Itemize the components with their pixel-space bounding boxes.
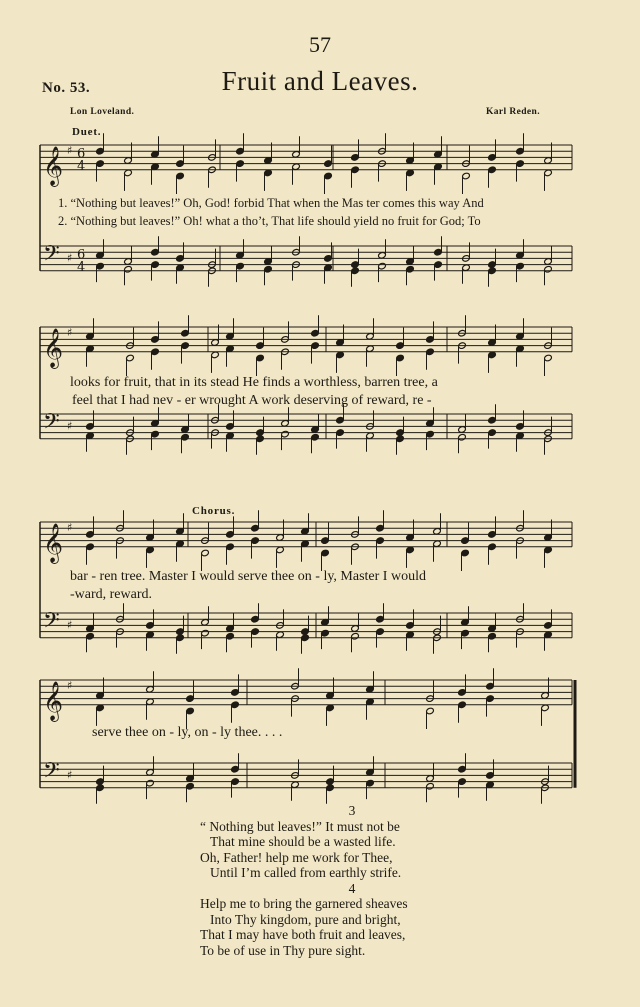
treble-clef-icon: 𝄞 bbox=[43, 522, 64, 563]
stanza-line: To be of use in Thy pure sight. bbox=[200, 942, 366, 958]
stanza-line: That mine should be a wasted life. bbox=[210, 834, 396, 849]
stanza-number: 4 bbox=[348, 880, 356, 896]
chorus-label: Chorus. bbox=[192, 505, 236, 517]
bass-clef-icon: 𝄢 bbox=[43, 409, 60, 440]
time-signature: 6 bbox=[77, 146, 86, 162]
hymn-number: No. 53. bbox=[42, 80, 91, 96]
stanza-line: Into Thy kingdom, pure and bright, bbox=[210, 911, 401, 927]
stanza-line: Oh, Father! help me work for Thee, bbox=[200, 849, 393, 865]
system2-verse1-lyrics: looks for fruit, that in its stead He finds a worthless, barren tree, a bbox=[70, 375, 438, 390]
system4-verse1-lyrics: serve thee on - ly, on - ly thee. . . . bbox=[92, 725, 283, 740]
stanza-line: Help me to bring the garnered sheaves bbox=[200, 896, 408, 911]
stanza-line: “ Nothing but leaves!” It must not be bbox=[200, 818, 400, 834]
page-number: 57 bbox=[309, 32, 331, 57]
system3-verse1-lyrics: bar - ren tree. Master I would serve thee on - ly, Master I would bbox=[70, 569, 426, 584]
duet-label: Duet. bbox=[72, 126, 102, 138]
bass-clef-icon: 𝄢 bbox=[43, 758, 60, 789]
system1-verse1-lyrics: 1. “Nothing but leaves!” Oh, God! forbid That when the Mas ter comes this way And bbox=[58, 196, 484, 210]
treble-clef-icon: 𝄞 bbox=[43, 145, 64, 186]
stanza-number: 3 bbox=[348, 803, 356, 818]
bass-clef-icon: 𝄢 bbox=[43, 241, 60, 272]
stanza-line: Until I’m called from earthly strife. bbox=[210, 865, 402, 880]
time-signature: 4 bbox=[77, 158, 86, 174]
sharp-icon: ♯ bbox=[67, 251, 73, 265]
sharp-icon: ♯ bbox=[67, 618, 73, 632]
time-signature: 6 bbox=[77, 247, 86, 263]
sharp-icon: ♯ bbox=[67, 679, 73, 693]
hymn-title: Fruit and Leaves. bbox=[221, 66, 419, 96]
lyricist-credit: Lon Loveland. bbox=[70, 107, 135, 117]
treble-clef-icon: 𝄞 bbox=[43, 680, 64, 721]
sharp-icon: ♯ bbox=[67, 419, 73, 433]
time-signature: 4 bbox=[77, 259, 86, 275]
sharp-icon: ♯ bbox=[67, 768, 73, 782]
sharp-icon: ♯ bbox=[67, 326, 73, 340]
bass-clef-icon: 𝄢 bbox=[43, 608, 60, 639]
clefs-and-signatures bbox=[43, 144, 85, 788]
treble-clef-icon: 𝄞 bbox=[43, 327, 64, 368]
sharp-icon: ♯ bbox=[67, 521, 73, 535]
sharp-icon: ♯ bbox=[67, 144, 73, 158]
additional-stanzas bbox=[200, 803, 500, 958]
composer-credit: Karl Reden. bbox=[485, 107, 540, 117]
staff-lines bbox=[40, 145, 575, 788]
stanza-line: That I may have both fruit and leaves, bbox=[200, 927, 406, 942]
system1-verse2-lyrics: 2. “Nothing but leaves!” Oh! what a tho’t, That life should yield no fruit for God; To bbox=[58, 214, 481, 228]
system2-verse2-lyrics: feel that I had nev - er wrought A work deserving of reward, re - bbox=[72, 393, 432, 408]
notes bbox=[86, 133, 553, 804]
system3-verse2-lyrics: -ward, reward. bbox=[70, 587, 153, 602]
